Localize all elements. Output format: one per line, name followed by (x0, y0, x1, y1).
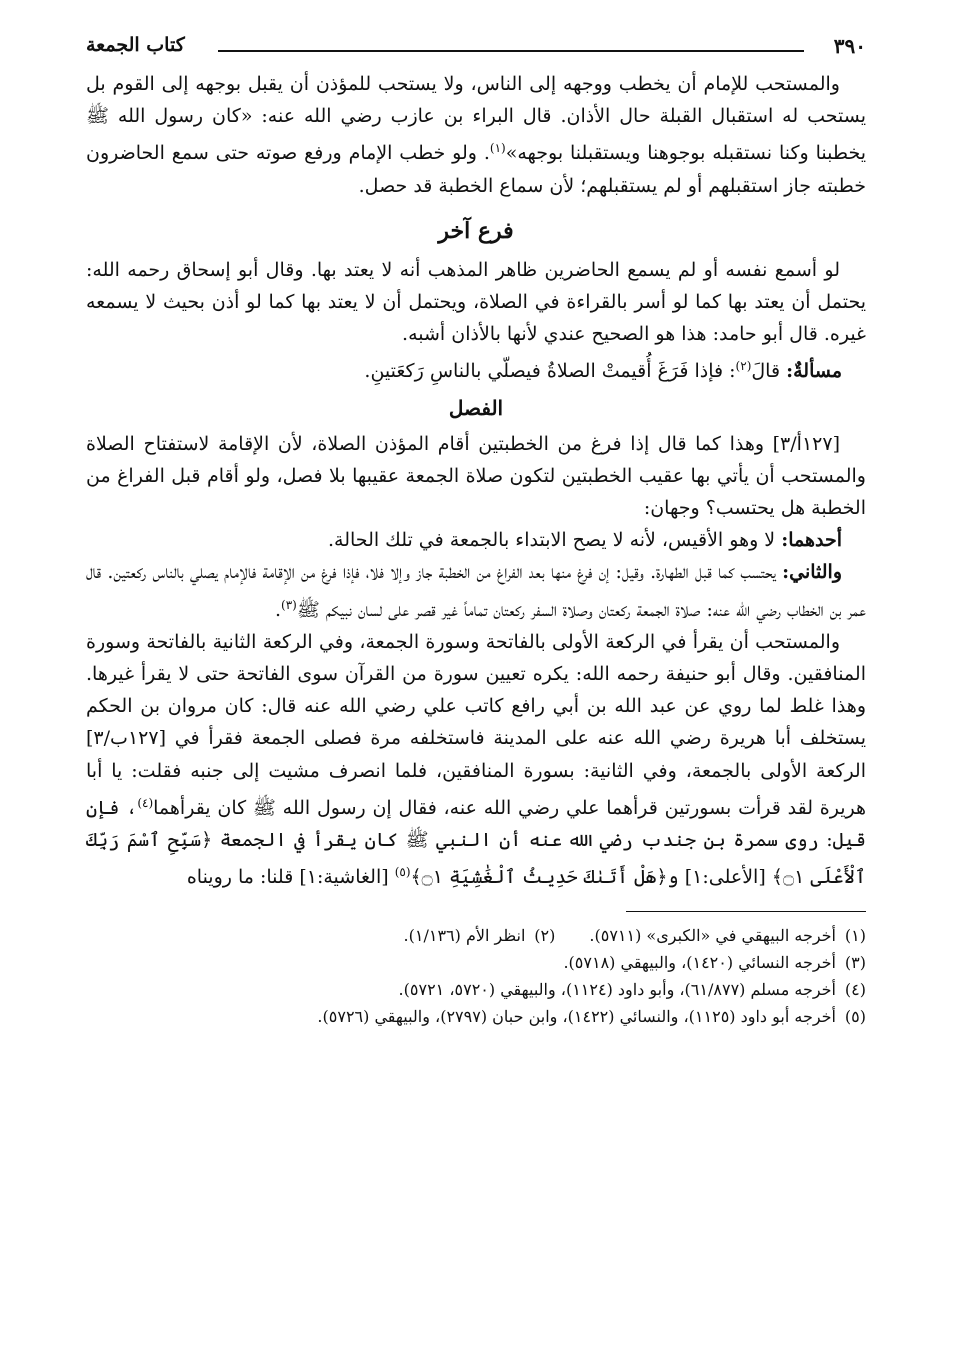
paragraph-text: يحتسب كما قبل الطهارة. وقيل: إن فرغ منها بعد الفراغ من الخطبة جاز وإلا فلا، فإذا فرغ من الإقامة فالإمام يصلي بالناس ركعتين. قال عمر بن الخطاب رضي الله عنه: صلاة الجمعة ركعتان وصلاة السفر ركعتان تماماً غير قصر على لسان نبيكم ﷺ (86, 561, 866, 621)
footnote-text: أخرجه أبو داود (١١٢٥)، والنسائي (١٤٢٢)، وابن حبان (٢٧٩٧)، والبيهقي (٥٧٢٦). (317, 1007, 836, 1027)
footnote-number: (٣) (844, 953, 866, 973)
footnote-text: أخرجه مسلم (٦١/٨٧٧)، وأبو داود (١١٢٤)، والبيهقي (٥٧٢٠، ٥٧٢١). (398, 980, 836, 1000)
header-rule (218, 50, 804, 52)
paragraph-text: والمستحب أن يقرأ في الركعة الأولى بالفاتحة وسورة الجمعة، وفي الركعة الثانية بالفاتحة وسورة المنافقين. وقال أبو حنيفة رحمه الله: يكره تعيين سورة من القرآن سوى الفاتحة حتى لا يقرأ غيرها. وهذا غلط لما روي عن عبد الله بن أبي رافع كاتب علي رضي الله عنه قال: كان مروان بن الحكم يستخلف أبا هريرة رضي الله عنه على المدينة فاستخلفه مرة فصلى الجمعة فقرأ في [١٢٧ب/٣] الركعة الأولى بالجمعة، وفي الثانية: بسورة المنافقين، فلما انصرف مشيت إلى جنبه فقلت: يا أبا هريرة لقد قرأت بسورتين قرأهما علي رضي الله عنه، فقال إن رسول الله ﷺ كان يقرأهما (86, 630, 866, 819)
paragraph-second-view (86, 556, 866, 625)
view-label: أحدهما: (781, 529, 842, 552)
masala-label: مسألةٌ: (786, 360, 842, 383)
paragraph-iqama: [١٢٧أ/٣] وهذا كما قال إذا فرغ من الخطبتين أقام المؤذن الصلاة، لأن الإقامة لاستفتاح الصلاة والمستحب أن يأتي بها عقيب الخطبتين لتكون صلاة الجمعة عقيبها بلا فصل، ولو أقام قبل الفراغ من الخطبة هل يحتسب؟ وجهان: (86, 432, 866, 520)
footnote-separator (626, 911, 866, 912)
book-title: كتاب الجمعة (86, 34, 185, 56)
footnote-ref: (١) (489, 141, 506, 156)
page-header (86, 28, 866, 68)
paragraph-first-view (86, 524, 866, 556)
page-number: ٣٩٠ (833, 34, 866, 58)
footnote-number: (٢) (534, 926, 556, 946)
book-page (86, 28, 866, 1348)
footnotes (86, 922, 866, 1030)
masala-line (86, 350, 866, 387)
masala-text: : فإذا فَرَغَ أُقيمتْ الصلاةُ فيصلّي بالناسِ رَكعَتينِ. (364, 360, 736, 383)
footnote-number: (١) (844, 926, 866, 946)
footnote-text: انظر الأم (١/١٣٦). (403, 926, 526, 946)
footnote-number: (٥) (844, 1007, 866, 1027)
section-heading: الفصل (448, 395, 504, 420)
paragraph-text: [الغاشية:١] قلنا: ما رويناه (186, 866, 395, 889)
footnote (86, 1003, 866, 1030)
footnote-number: (٤) (844, 980, 866, 1000)
footnote-ref: (٥) (394, 865, 411, 880)
footnote-ref: (٤) (137, 795, 154, 810)
paragraph-text: والمستحب للإمام أن يخطب ووجهه إلى الناس، ولا يستحب للمؤذن أن يقبل بوجهه إلى القوم بل يستحب له استقبال القبلة حال الأذان. قال البراء بن عازب رضي الله عنه: «كان رسول الله ﷺ يخطبنا وكنا نستقبله بوجوهنا ويستقبلنا بوجهه» (86, 73, 866, 165)
footnote (86, 922, 866, 949)
view-label: والثاني: (782, 561, 842, 584)
masala-qal: قالَ (751, 360, 787, 383)
paragraph-text: ، فإن قيل: روى سمرة بن جندب رضي الله عنه أن النبي ﷺ كان يقرأ في الجمعة ﴿سَبِّحِ ٱسْمَ رَبِّكَ ٱلْأَعْلَى ۝١﴾ [الأعلى:١] و﴿هَلْ أَتَىٰكَ حَدِيثُ ٱلْغَٰشِيَةِ ۝١﴾ (86, 796, 866, 889)
footnote (86, 949, 866, 976)
paragraph-text: لا وهو الأقيس، لأنه لا يصح الابتداء بالجمعة في تلك الحالة. (328, 529, 782, 552)
paragraph-text: . (274, 598, 282, 621)
paragraph-far: لو أسمع نفسه أو لم يسمع الحاضرين ظاهر المذهب أنه لا يعتد بها. وقال أبو إسحاق رحمه الله: يحتمل أن يعتد بها كما لو أسر بالقراءة في الصلاة، ويحتمل أن لا يعتد بها كما لو أذن بحيث لا يسمعه غيره. قال أبو حامد: هذا هو الصحيح عندي لأنها بالأذان أشبه. (86, 258, 866, 346)
paragraph-text: . ولو خطب الإمام ورفع صوته حتى سمع الحاضرون خطبته جاز استقبلهم أو لم يستقبلهم؛ لأن سماع الخطبة قد حصل. (86, 142, 866, 197)
footnote-ref: (٣) (281, 597, 297, 612)
footnote-text: أخرجه البيهقي في «الكبرى» (٥٧١١). (589, 926, 836, 946)
paragraph-recitation (86, 626, 866, 894)
paragraph-imam-facing (86, 68, 866, 202)
section-heading: فرع آخر (438, 217, 514, 244)
footnote (86, 976, 866, 1003)
footnote-ref: (٢) (735, 359, 752, 374)
footnote-text: أخرجه النسائي (١٤٢٠)، والبيهقي (٥٧١٨). (563, 953, 836, 973)
